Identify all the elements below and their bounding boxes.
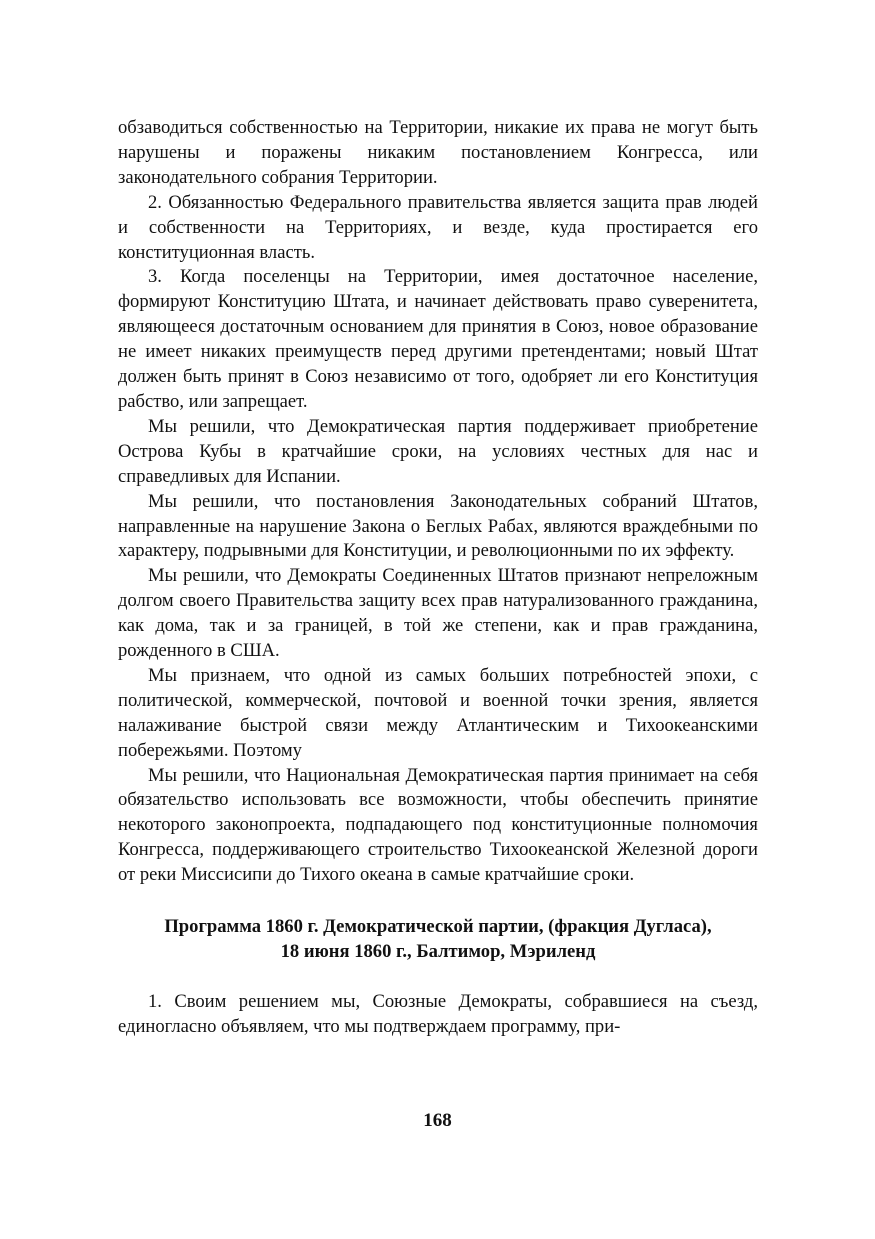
paragraph: Мы решили, что Демократическая партия поддерживает приобретение Острова Кубы в кратчайшие сроки, на условиях честных для нас и справедливых для Испании. (118, 415, 758, 487)
paragraph: 2. Обязанностью Федерального правительства является защита прав людей и собственности на Территориях, и везде, куда простирается его конституционная власть. (118, 191, 758, 263)
section-heading (118, 914, 758, 964)
section-heading-line-1: Программа 1860 г. Демократической партии, (фракция Дугласа), (164, 916, 712, 938)
page-number: 168 (423, 1110, 452, 1131)
paragraph: 3. Когда поселенцы на Территории, имея достаточное население, формируют Конституцию Штата, и начинает действовать право суверенитета, являющееся достаточным основанием для принятия в Союз, новое образование не имеет никаких преимуществ перед другими претендентами; новый Штат должен быть принят в Союз независимо от того, одобряет ли его Конституция рабство, или запрещает. (118, 266, 758, 412)
section-heading-line-2: 18 июня 1860 г., Балтимор, Мэриленд (280, 941, 596, 963)
paragraph-after-heading: 1. Своим решением мы, Союзные Демократы, собравшиеся на съезд, единогласно объявляем, что мы подтверждаем программу, при- (118, 991, 758, 1037)
paragraph: Мы признаем, что одной из самых больших потребностей эпохи, с политической, коммерческой, почтовой и военной точки зрения, является налаживание быстрой связи между Атлантическим и Тихоокеанскими побережьями. Поэтому (118, 664, 758, 761)
paragraph: Мы решили, что Национальная Демократическая партия принимает на себя обязательство использовать все возможности, чтобы обеспечить принятие некоторого законопроекта, подпадающего под конституционные полномочия Конгресса, поддерживающего строительство Тихоокеанской Железной дороги от реки Миссисипи до Тихого океана в самые кратчайшие сроки. (118, 764, 758, 886)
paragraph: Мы решили, что Демократы Соединенных Штатов признают непреложным долгом своего Правительства защиту всех прав натурализованного гражданина, как дома, так и за границей, в той же степени, как и прав гражданина, рожденного в США. (118, 565, 758, 662)
page-body (118, 116, 758, 1040)
paragraph-list (118, 116, 758, 888)
paragraph: Мы решили, что постановления Законодательных собраний Штатов, направленные на нарушение Закона о Беглых Рабах, являются враждебными по характеру, подрывными для Конституции, и революционными по их эффекту. (118, 490, 758, 562)
paragraph: обзаводиться собственностью на Территории, никакие их права не могут быть нарушены и поражены никаким постановлением Конгресса, или законодательного собрания Территории. (118, 117, 758, 188)
